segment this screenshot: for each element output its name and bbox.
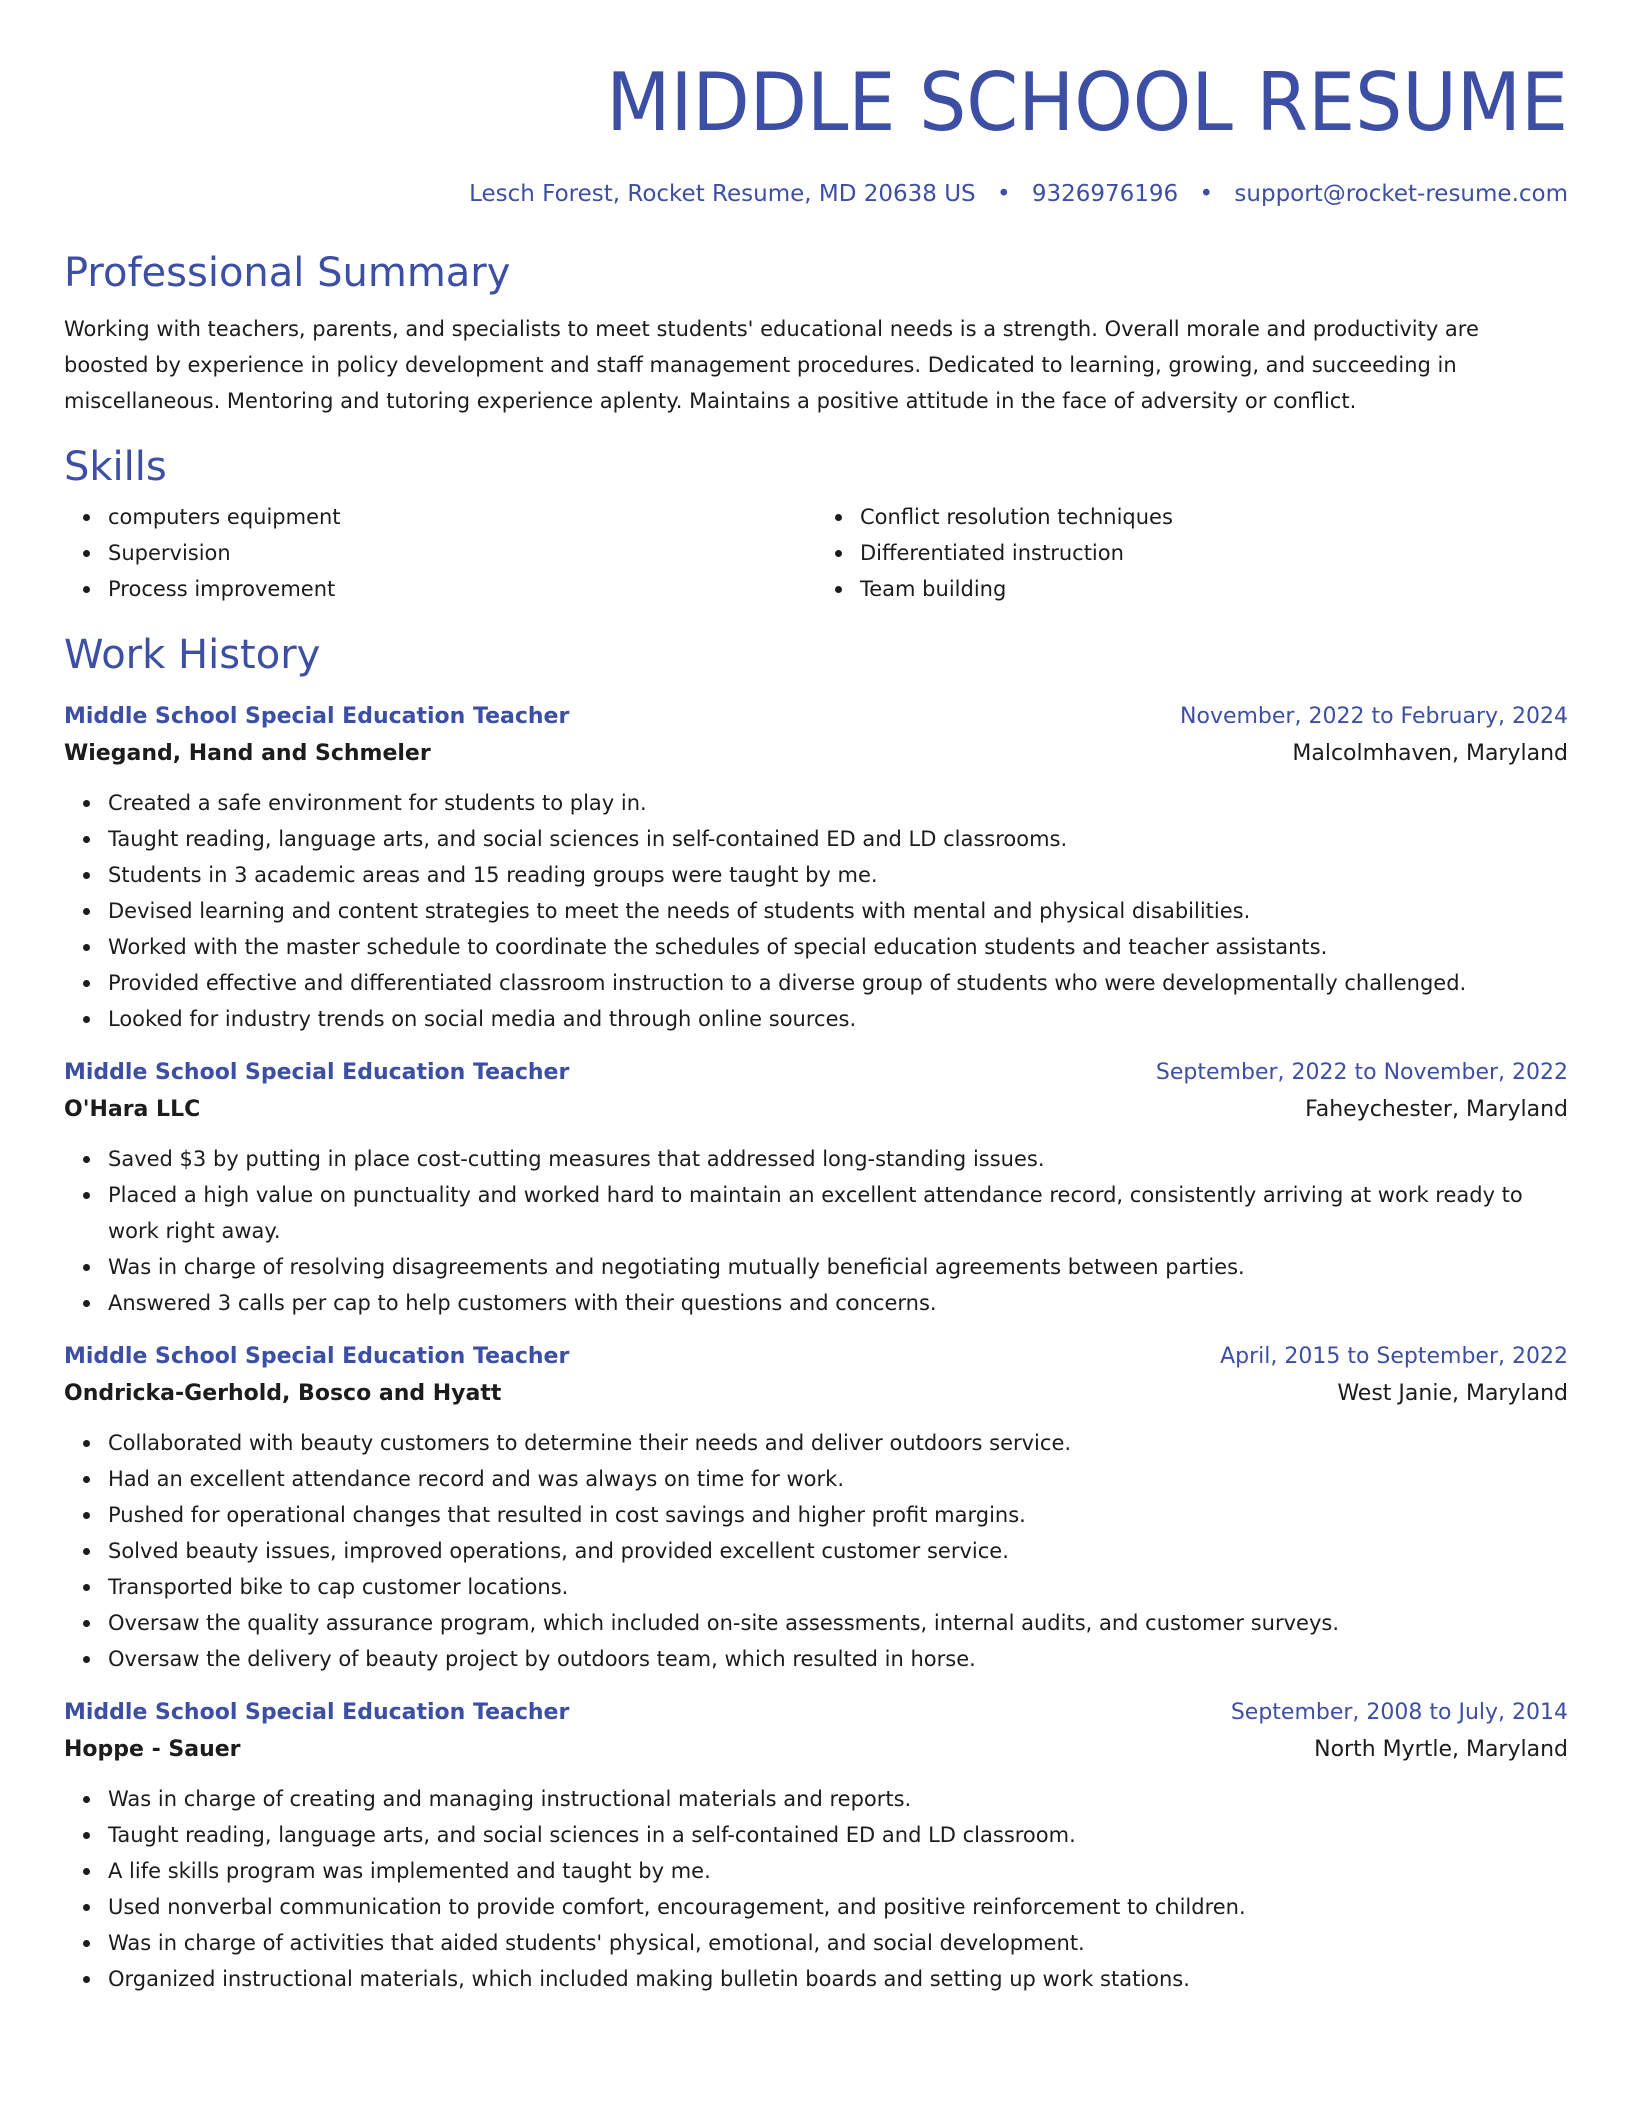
contact-address: Lesch Forest, Rocket Resume, MD 20638 US xyxy=(469,181,976,207)
job-duties-list xyxy=(64,785,1568,1037)
job-duty: Placed a high value on punctuality and worked hard to maintain an excellent attendance record, consistently arriving at work ready to work right away. xyxy=(108,1177,1568,1249)
job-company: Ondricka-Gerhold, Bosco and Hyatt xyxy=(64,1381,502,1406)
job-entry xyxy=(64,1055,1568,1321)
job-duty: Saved $3 by putting in place cost-cutting measures that addressed long-standing issues. xyxy=(108,1141,1568,1177)
skill-item: Differentiated instruction xyxy=(860,535,1568,571)
job-duty: Solved beauty issues, improved operations, and provided excellent customer service. xyxy=(108,1533,1568,1569)
job-entry xyxy=(64,1339,1568,1677)
job-duties-list xyxy=(64,1425,1568,1677)
job-duty: Oversaw the delivery of beauty project by outdoors team, which resulted in horse. xyxy=(108,1641,1568,1677)
job-location: Malcolmhaven, Maryland xyxy=(1292,741,1568,766)
job-duty: Oversaw the quality assurance program, which included on-site assessments, internal audits, and customer surveys. xyxy=(108,1605,1568,1641)
job-duties-list xyxy=(64,1141,1568,1321)
job-duties-list xyxy=(64,1781,1568,1997)
job-duty: Organized instructional materials, which included making bulletin boards and setting up work stations. xyxy=(108,1961,1568,1997)
job-duty: Collaborated with beauty customers to determine their needs and deliver outdoors service. xyxy=(108,1425,1568,1461)
job-duty: Students in 3 academic areas and 15 reading groups were taught by me. xyxy=(108,857,1568,893)
resume-name: MIDDLE SCHOOL RESUME xyxy=(606,56,1568,149)
contact-phone: 9326976196 xyxy=(1031,181,1179,207)
contact-email: support@rocket-resume.com xyxy=(1234,181,1568,207)
job-duty: Devised learning and content strategies to meet the needs of students with mental and physical disabilities. xyxy=(108,893,1568,929)
job-duty: Was in charge of creating and managing instructional materials and reports. xyxy=(108,1781,1568,1817)
job-duty: Had an excellent attendance record and was always on time for work. xyxy=(108,1461,1568,1497)
skills-column-left xyxy=(64,499,816,607)
job-entry xyxy=(64,1695,1568,1997)
job-duty: A life skills program was implemented and taught by me. xyxy=(108,1853,1568,1889)
skills-column-right xyxy=(816,499,1568,607)
job-company: Hoppe - Sauer xyxy=(64,1737,241,1762)
job-duty: Worked with the master schedule to coordinate the schedules of special education students and teacher assistants. xyxy=(108,929,1568,965)
job-duty: Was in charge of resolving disagreements and negotiating mutually beneficial agreements between parties. xyxy=(108,1249,1568,1285)
job-dates: April, 2015 to September, 2022 xyxy=(1220,1344,1568,1369)
job-duty: Was in charge of activities that aided students' physical, emotional, and social development. xyxy=(108,1925,1568,1961)
job-title: Middle School Special Education Teacher xyxy=(64,704,570,729)
skills-heading: Skills xyxy=(64,444,167,490)
job-duty: Looked for industry trends on social media and through online sources. xyxy=(108,1001,1568,1037)
job-duty: Taught reading, language arts, and social sciences in self-contained ED and LD classrooms. xyxy=(108,821,1568,857)
job-dates: September, 2022 to November, 2022 xyxy=(1155,1060,1568,1085)
summary-text: Working with teachers, parents, and specialists to meet students' educational needs is a strength. Overall morale and productivity are boosted by experience in policy development and staff management procedures. Dedicated to learning, growing, and succeeding in miscellaneous. Mentoring and tutoring experience aplenty. Maintains a positive attitude in the face of adversity or conflict. xyxy=(64,317,1479,413)
skill-item: Process improvement xyxy=(108,571,816,607)
job-location: North Myrtle, Maryland xyxy=(1314,1737,1568,1762)
skill-item: computers equipment xyxy=(108,499,816,535)
job-company: Wiegand, Hand and Schmeler xyxy=(64,741,431,766)
job-duty: Answered 3 calls per cap to help customers with their questions and concerns. xyxy=(108,1285,1568,1321)
job-duty: Used nonverbal communication to provide comfort, encouragement, and positive reinforcement to children. xyxy=(108,1889,1568,1925)
job-duty: Provided effective and differentiated classroom instruction to a diverse group of students who were developmentally challenged. xyxy=(108,965,1568,1001)
contact-line xyxy=(64,179,1568,209)
work-history-heading: Work History xyxy=(64,632,321,678)
job-duty: Taught reading, language arts, and social sciences in a self-contained ED and LD classroom. xyxy=(108,1817,1568,1853)
job-location: West Janie, Maryland xyxy=(1337,1381,1568,1406)
skill-item: Conflict resolution techniques xyxy=(860,499,1568,535)
contact-separator: • xyxy=(1199,181,1214,207)
job-duty: Created a safe environment for students to play in. xyxy=(108,785,1568,821)
summary-heading: Professional Summary xyxy=(64,250,511,296)
job-entry xyxy=(64,699,1568,1037)
skill-item: Supervision xyxy=(108,535,816,571)
job-dates: September, 2008 to July, 2014 xyxy=(1230,1700,1568,1725)
job-company: O'Hara LLC xyxy=(64,1097,201,1122)
job-title: Middle School Special Education Teacher xyxy=(64,1344,570,1369)
job-dates: November, 2022 to February, 2024 xyxy=(1180,704,1568,729)
job-duty: Pushed for operational changes that resulted in cost savings and higher profit margins. xyxy=(108,1497,1568,1533)
job-title: Middle School Special Education Teacher xyxy=(64,1700,570,1725)
job-title: Middle School Special Education Teacher xyxy=(64,1060,570,1085)
skill-item: Team building xyxy=(860,571,1568,607)
contact-separator: • xyxy=(996,181,1011,207)
skills-list xyxy=(64,499,1568,607)
job-location: Faheychester, Maryland xyxy=(1305,1097,1568,1122)
job-duty: Transported bike to cap customer locations. xyxy=(108,1569,1568,1605)
